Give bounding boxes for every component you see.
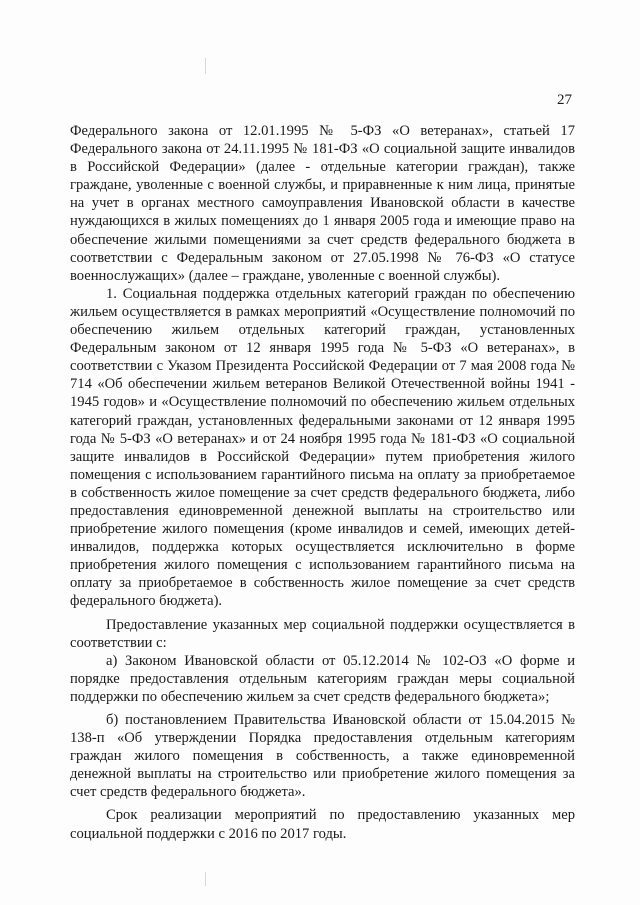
scan-artifact (205, 58, 206, 74)
document-body (70, 122, 575, 843)
page-number: 27 (557, 92, 572, 108)
paragraph-continuation: Федерального закона от 12.01.1995 № 5-ФЗ «О ветеранах», статьей 17 Федерального закона от 24.11.1995 № 181-ФЗ «О социальной защите инвалидов в Российской Федерации» (далее - отдельные категории граждан), также граждане, уволенные с военной службы, и приравненные к ним лица, принятые на учет в органах местного самоуправления Ивановской области в качестве нуждающихся в жилых помещениях до 1 января 2005 года и имеющие право на обеспечение жилыми помещениями за счет средств федерального бюджета в соответствии с Федеральным законом от 27.05.1998 № 76-ФЗ «О статусе военнослужащих» (далее – граждане, уволенные с военной службы). (70, 123, 575, 284)
paragraph-subitem-b: б) постановлением Правительства Ивановской области от 15.04.2015 № 138-п «Об утверждении Порядка предоставления отдельным категориям граждан жилого помещения в собственность, а также единовременной денежной выплаты на строительство или приобретение жилого помещения за счет средств федерального бюджета». (70, 712, 575, 801)
scan-artifact (205, 872, 206, 886)
paragraph-basis: Предоставление указанных мер социальной поддержки осуществляется в соответствии с: (70, 616, 575, 651)
paragraph-subitem-a: а) Законом Ивановской области от 05.12.2014 № 102-ОЗ «О форме и порядке предоставления отдельным категориям граждан меры социальной поддержки по обеспечению жильем за счет средств федерального бюджета»; (70, 652, 575, 705)
paragraph-item-1: 1. Социальная поддержка отдельных категорий граждан по обеспечению жильем осуществляется в рамках мероприятий «Осуществление полномочий по обеспечению жильем отдельных категорий граждан, установленных Федеральным законом от 12 января 1995 года № 5-ФЗ «О ветеранах», в соответствии с Указом Президента Российской Федерации от 7 мая 2008 года № 714 «Об обеспечении жильем ветеранов Великой Отечественной войны 1941 - 1945 годов» и «Осуществление полномочий по обеспечению жильем отдельных категорий граждан, установленных федеральными законами от 12 января 1995 года № 5-ФЗ «О ветеранах» и от 24 ноября 1995 года № 181-ФЗ «О социальной защите инвалидов в Российской Федерации» путем приобретения жилого помещения с использованием гарантийного письма на оплату за приобретаемое в собственность жилое помещение за счет средств федерального бюджета, либо предоставления единовременной денежной выплаты на строительство или приобретение жилого помещения (кроме инвалидов и семей, имеющих детей-инвалидов, поддержка которых осуществляется исключительно в форме приобретения жилого помещения с использованием гарантийного письма на оплату за приобретаемое в собственность жилое помещение за счет средств федерального бюджета). (70, 285, 575, 610)
paragraph-term: Срок реализации мероприятий по предоставлению указанных мер социальной поддержки с 2016 по 2017 годы. (70, 807, 575, 842)
